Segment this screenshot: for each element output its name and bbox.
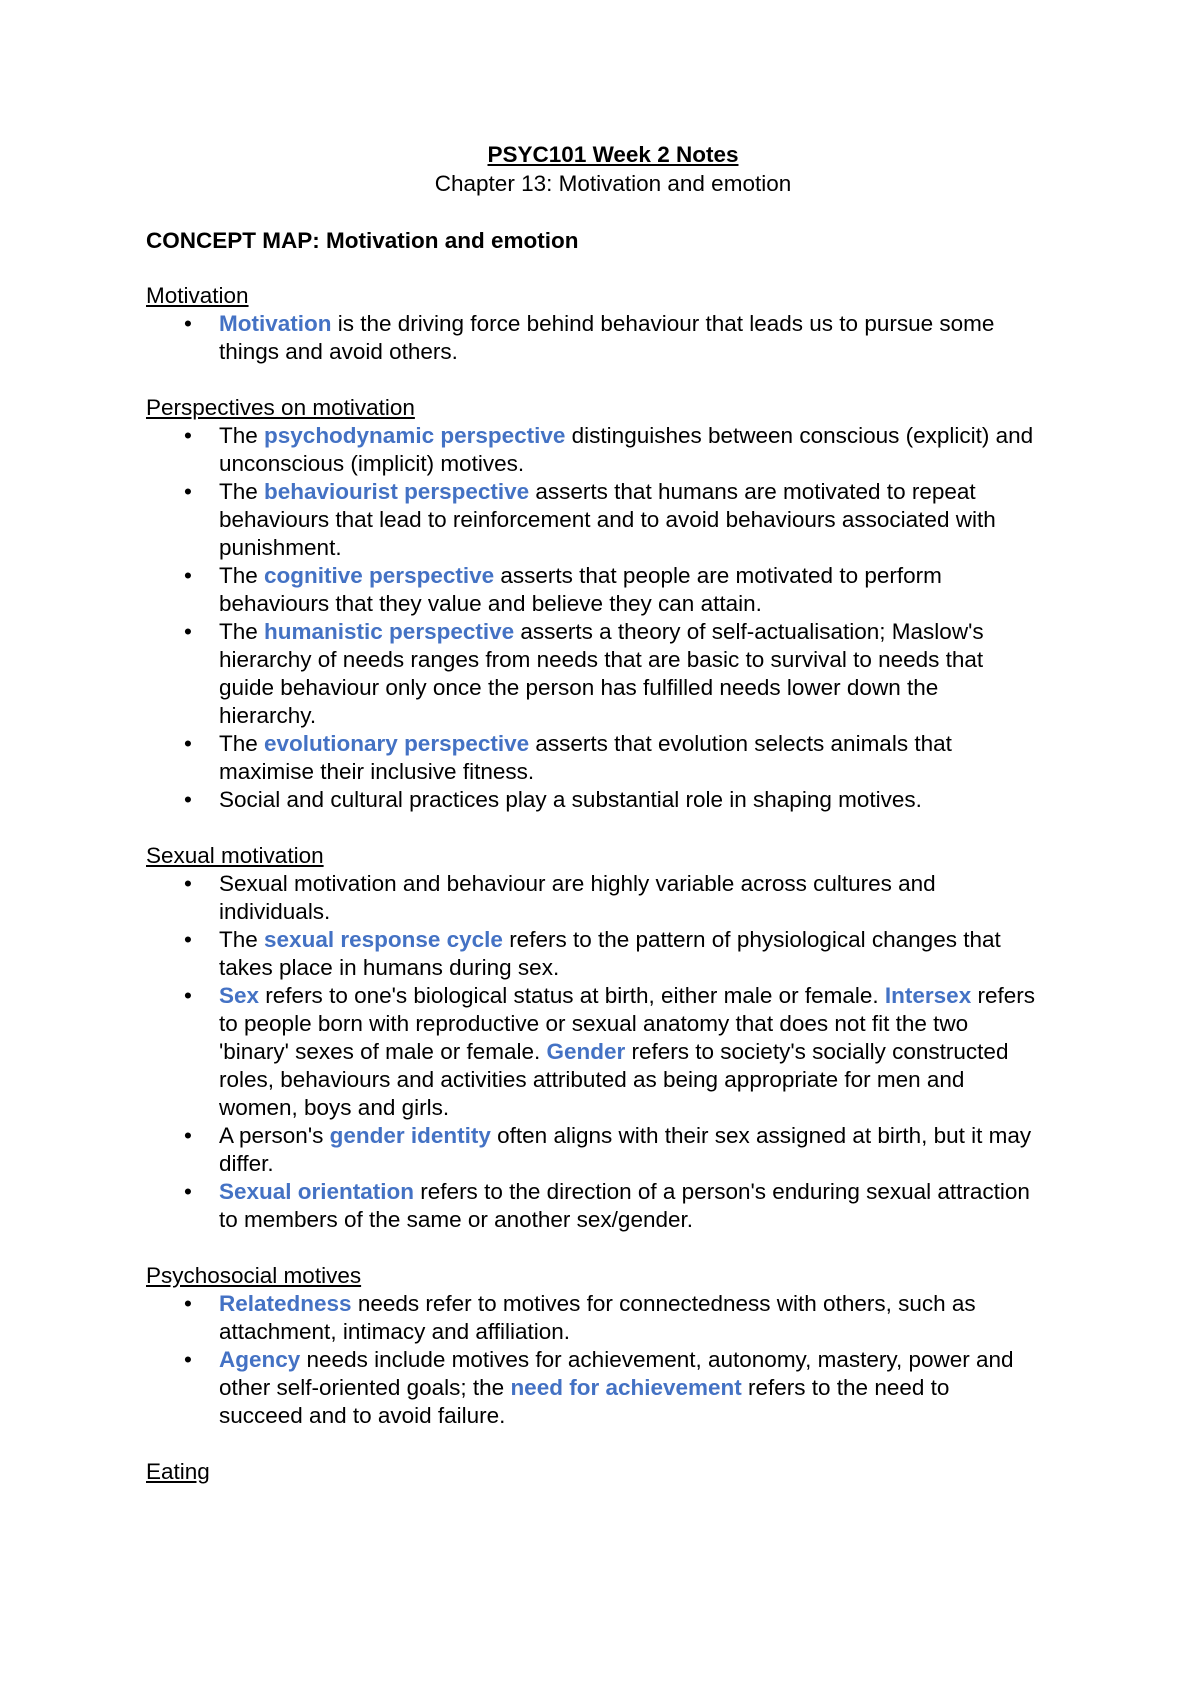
- bullet-icon: •: [184, 1347, 192, 1372]
- list-item: [146, 1346, 1066, 1430]
- bullet-icon: •: [184, 927, 192, 952]
- section-perspectives: [146, 394, 1066, 814]
- item-text: is the driving force behind behaviour that leads us to pursue some things and avoid others.: [219, 311, 995, 364]
- item-text: The: [219, 563, 265, 588]
- list-item: [146, 786, 1066, 814]
- item-text: The: [219, 479, 265, 504]
- section-heading-perspectives: Perspectives on motivation: [146, 395, 415, 420]
- item-text: needs include motives for achievement, autonomy, mastery, power and other self-oriented goals; the: [219, 1347, 1014, 1400]
- list-item: [146, 1290, 1066, 1346]
- key-term: cognitive perspective: [264, 563, 495, 588]
- item-text: refers to society's socially constructed roles, behaviours and activities attributed as being appropriate for men and women, boys and girls.: [219, 1039, 1009, 1120]
- item-text: The: [219, 423, 265, 448]
- document-page: [146, 140, 1066, 1486]
- list-item: [146, 1122, 1066, 1178]
- section-psychosocial-motives: [146, 1262, 1066, 1430]
- item-text: Social and cultural practices play a substantial role in shaping motives.: [219, 787, 922, 812]
- key-term: Gender: [546, 1039, 626, 1064]
- list-item: [146, 618, 1066, 730]
- section-sexual-motivation: [146, 842, 1066, 1234]
- bullet-icon: •: [184, 983, 192, 1008]
- key-term: need for achievement: [510, 1375, 742, 1400]
- list-item: [146, 310, 1066, 366]
- section-heading-motivation: Motivation: [146, 283, 249, 308]
- key-term: Relatedness: [219, 1291, 352, 1316]
- key-term: Sexual orientation: [219, 1179, 415, 1204]
- item-text: refers to people born with reproductive or sexual anatomy that does not fit the two 'binary' sexes of male or female.: [219, 983, 1035, 1064]
- section-motivation: [146, 282, 1066, 366]
- list-item: [146, 926, 1066, 982]
- list-item: [146, 730, 1066, 786]
- item-text: refers to the need to succeed and to avoid failure.: [219, 1375, 950, 1428]
- item-text: refers to the direction of a person's enduring sexual attraction to members of the same or another sex/gender.: [219, 1179, 1030, 1232]
- item-text: often aligns with their sex assigned at birth, but it may differ.: [219, 1123, 1032, 1176]
- page-subtitle: Chapter 13: Motivation and emotion: [434, 171, 792, 196]
- list-item: [146, 478, 1066, 562]
- list-item: [146, 1178, 1066, 1234]
- sexual-motivation-list: [146, 870, 1066, 1234]
- section-heading-psychosocial-motives: Psychosocial motives: [146, 1263, 362, 1288]
- item-text: distinguishes between conscious (explicit) and unconscious (implicit) motives.: [219, 423, 1034, 476]
- bullet-icon: •: [184, 1291, 192, 1316]
- section-heading-sexual-motivation: Sexual motivation: [146, 843, 324, 868]
- list-item: [146, 982, 1066, 1122]
- key-term: Sex: [219, 983, 260, 1008]
- bullet-icon: •: [184, 787, 192, 812]
- bullet-icon: •: [184, 479, 192, 504]
- perspectives-list: [146, 422, 1066, 814]
- item-text: The: [219, 731, 265, 756]
- key-term: Agency: [219, 1347, 301, 1372]
- motivation-list: [146, 310, 1066, 366]
- item-text: asserts a theory of self-actualisation; Maslow's hierarchy of needs ranges from needs that are basic to survival to needs that guide behaviour only once the person has fulfilled needs lower down the hierarchy.: [219, 619, 984, 728]
- item-text: The: [219, 927, 265, 952]
- bullet-icon: •: [184, 1179, 192, 1204]
- key-term: Motivation: [219, 311, 332, 336]
- item-text: asserts that people are motivated to perform behaviours that they value and believe they can attain.: [219, 563, 942, 616]
- key-term: humanistic perspective: [264, 619, 515, 644]
- bullet-icon: •: [184, 619, 192, 644]
- item-text: needs refer to motives for connectedness with others, such as attachment, intimacy and affiliation.: [219, 1291, 976, 1344]
- list-item: [146, 870, 1066, 926]
- concept-map-heading: CONCEPT MAP: Motivation and emotion: [146, 228, 579, 253]
- key-term: sexual response cycle: [264, 927, 503, 952]
- bullet-icon: •: [184, 1123, 192, 1148]
- section-heading-eating: Eating: [146, 1459, 210, 1484]
- bullet-icon: •: [184, 871, 192, 896]
- key-term: gender identity: [329, 1123, 491, 1148]
- item-text: Sexual motivation and behaviour are highly variable across cultures and individuals.: [219, 871, 936, 924]
- item-text: asserts that humans are motivated to repeat behaviours that lead to reinforcement and to avoid behaviours associated with punishment.: [219, 479, 996, 560]
- list-item: [146, 562, 1066, 618]
- bullet-icon: •: [184, 731, 192, 756]
- section-eating: [146, 1458, 1066, 1486]
- key-term: behaviourist perspective: [264, 479, 530, 504]
- page-title: PSYC101 Week 2 Notes: [487, 142, 739, 167]
- key-term: evolutionary perspective: [264, 731, 530, 756]
- item-text: refers to one's biological status at birth, either male or female.: [259, 983, 885, 1008]
- key-term: Intersex: [884, 983, 972, 1008]
- bullet-icon: •: [184, 423, 192, 448]
- item-text: A person's: [219, 1123, 330, 1148]
- item-text: refers to the pattern of physiological changes that takes place in humans during sex.: [219, 927, 1001, 980]
- bullet-icon: •: [184, 563, 192, 588]
- item-text: asserts that evolution selects animals that maximise their inclusive fitness.: [219, 731, 952, 784]
- key-term: psychodynamic perspective: [264, 423, 566, 448]
- bullet-icon: •: [184, 311, 192, 336]
- list-item: [146, 422, 1066, 478]
- psychosocial-list: [146, 1290, 1066, 1430]
- item-text: The: [219, 619, 265, 644]
